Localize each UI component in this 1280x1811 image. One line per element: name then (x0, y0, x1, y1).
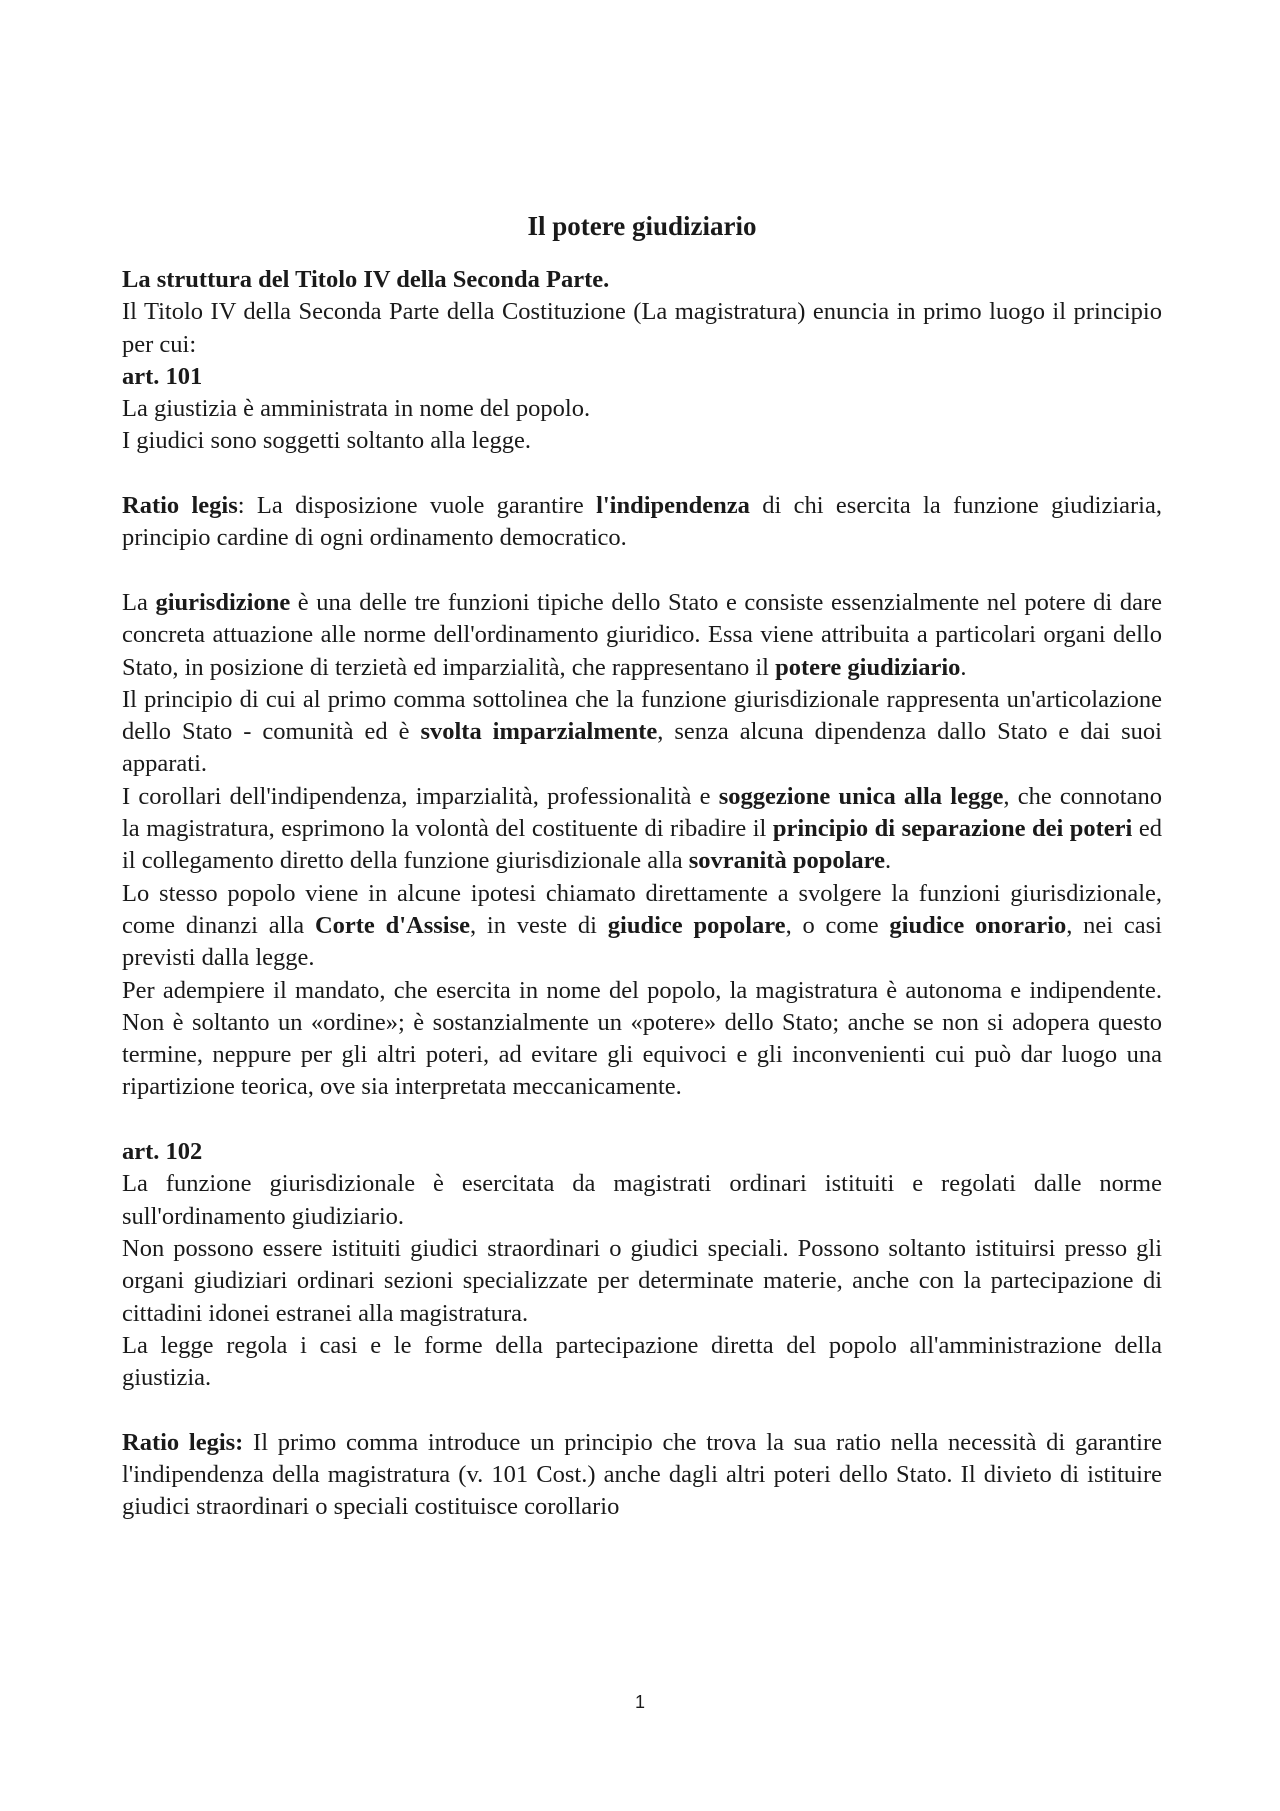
ratio-legis-102: Ratio legis: Il primo comma introduce un principio che trova la sua ratio nella necessità di garantire l'indipendenza della magistratura (v. 101 Cost.) anche dagli altri poteri dello Stato. Il divieto di istituire giudici straordinari o speciali costituisce corollario (122, 1428, 1162, 1521)
paragraph-popolo: Lo stesso popolo viene in alcune ipotesi chiamato direttamente a svolgere la funzioni giurisdizionale, come dinanzi alla Corte d'Assise, in veste di giudice popolare, o come giudice onorario, nei casi previsti dalla legge. (122, 879, 1162, 972)
paragraph-principio: Il principio di cui al primo comma sottolinea che la funzione giurisdizionale rappresenta un'articolazione dello Stato - comunità ed è svolta imparzialmente, senza alcuna dipendenza dallo Stato e dai suoi apparati. (122, 685, 1162, 778)
paragraph-giurisdizione: La giurisdizione è una delle tre funzioni tipiche dello Stato e consiste essenzialmente nel potere di dare concreta attuazione alle norme dell'ordinamento giuridico. Essa viene attribuita a particolari organi dello Stato, in posizione di terzietà ed imparzialità, che rappresentano il potere giudiziario. (122, 588, 1162, 681)
article-102-comma-1: La funzione giurisdizionale è esercitata da magistrati ordinari istituiti e regolati dalle norme sull'ordinamento giudiziario. (122, 1170, 1162, 1230)
article-102-comma-2: Non possono essere istituiti giudici straordinari o giudici speciali. Possono soltanto istituirsi presso gli organi giudiziari ordinari sezioni specializzate per determinate materie, anche con la partecipazione di cittadini idonei estranei alla magistratura. (122, 1234, 1162, 1327)
document-title: Il potere giudiziario (527, 211, 757, 241)
paragraph-corollari: I corollari dell'indipendenza, imparzialità, professionalità e soggezione unica alla legge, che connotano la magistratura, esprimono la volontà del costituente di ribadire il principio di separazione dei poteri ed il collegamento diretto della funzione giurisdizionale alla sovranità popolare. (122, 782, 1162, 875)
spacer (122, 555, 1162, 587)
spacer (122, 458, 1162, 490)
page-number: 1 (634, 1692, 645, 1712)
spacer (122, 1104, 1162, 1136)
section-heading: La struttura del Titolo IV della Seconda Parte. (122, 266, 610, 293)
article-101-label: art. 101 (122, 362, 203, 390)
ratio-legis-101: Ratio legis: La disposizione vuole garantire l'indipendenza di chi esercita la funzione giudiziaria, principio cardine di ogni ordinamento democratico. (122, 492, 1162, 552)
article-102-label: art. 102 (122, 1138, 203, 1166)
document-page (122, 210, 1162, 1524)
article-101-line-1: La giustizia è amministrata in nome del popolo. (122, 395, 591, 423)
paragraph-mandato: Per adempiere il mandato, che esercita in nome del popolo, la magistratura è autonoma e indipendente. Non è soltanto un «ordine»; è sostanzialmente un «potere» dello Stato; anche se non si adopera questo termine, neppure per gli altri poteri, ad evitare gli equivoci e gli inconvenienti cui può dar luogo una ripartizione teorica, ove sia interpretata meccanicamente. (122, 976, 1162, 1101)
article-102-comma-3: La legge regola i casi e le forme della partecipazione diretta del popolo all'amministrazione della giustizia. (122, 1331, 1162, 1392)
spacer (122, 1394, 1162, 1426)
article-101-line-2: I giudici sono soggetti soltanto alla legge. (122, 427, 531, 455)
intro-paragraph: Il Titolo IV della Seconda Parte della Costituzione (La magistratura) enuncia in primo luogo il principio per cui: (122, 298, 1162, 358)
